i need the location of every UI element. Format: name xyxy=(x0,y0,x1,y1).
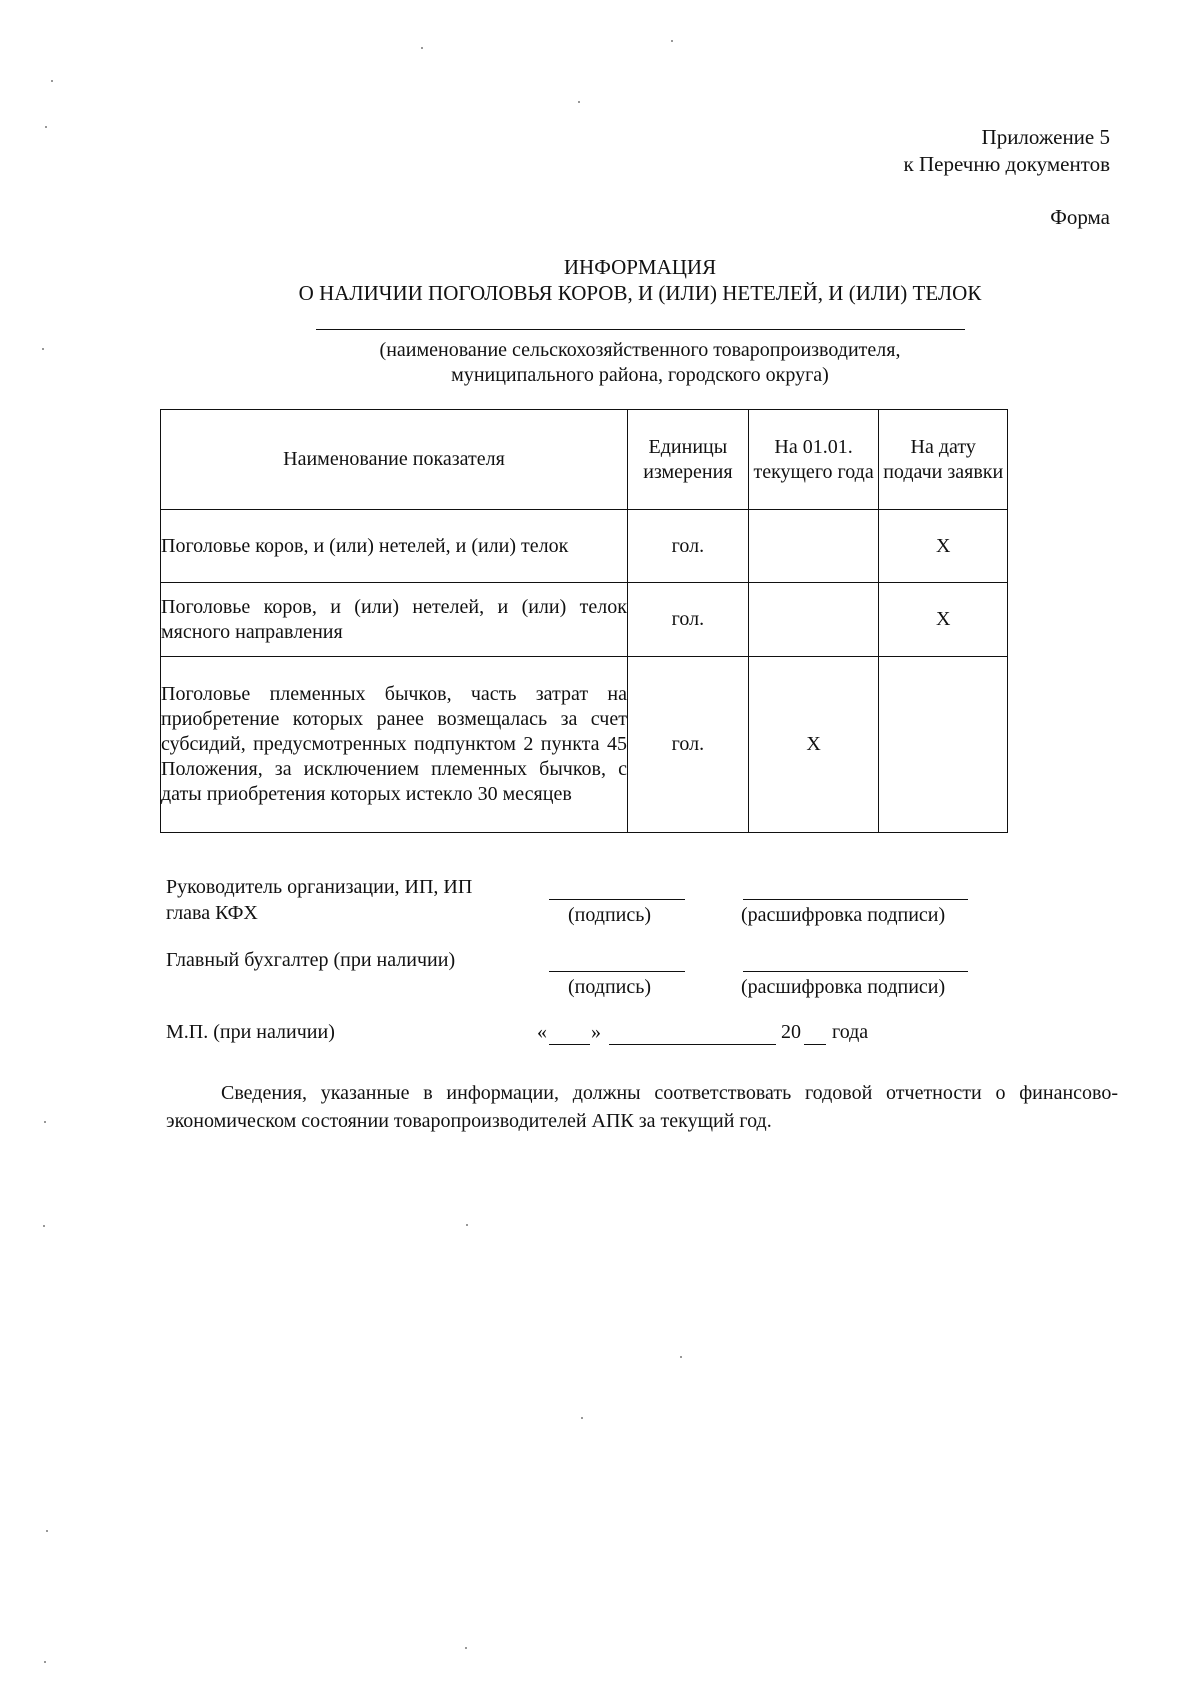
header-start-of-year: На 01.01. текущего года xyxy=(748,410,879,510)
header-application-date: На дату подачи заявки xyxy=(879,410,1008,510)
document-subtitle: О НАЛИЧИИ ПОГОЛОВЬЯ КОРОВ, И (ИЛИ) НЕТЕЛЕЙ, И (ИЛИ) ТЕЛОК xyxy=(298,281,982,305)
form-label: Форма xyxy=(1050,205,1110,229)
row-indicator-name: Поголовье коров, и (или) нетелей, и (или) телок xyxy=(161,510,628,583)
head-decoding-caption: (расшифровка подписи) xyxy=(741,904,946,926)
document-title: ИНФОРМАЦИЯ xyxy=(563,255,717,279)
date-quote-close: » xyxy=(591,1021,601,1043)
row-unit: гол. xyxy=(627,510,748,583)
row-date-value: X xyxy=(879,510,1008,583)
stamp-label: М.П. (при наличии) xyxy=(166,1021,335,1043)
producer-caption-line1: (наименование сельскохозяйственного товаропроизводителя, xyxy=(379,339,901,361)
compliance-note: Сведения, указанные в информации, должны соответствовать годовой отчетности о финансово-экономическом состоянии товаропроизводителей АПК за текущий год. xyxy=(166,1082,1118,1132)
table-header-row xyxy=(161,410,1008,510)
scan-speck xyxy=(42,348,44,350)
date-day-field[interactable] xyxy=(549,1044,590,1045)
head-signature-caption: (подпись) xyxy=(568,904,652,926)
header-indicator-name: Наименование показателя xyxy=(161,410,628,510)
row-date-value: X xyxy=(879,583,1008,657)
table-row xyxy=(161,510,1008,583)
scan-speck xyxy=(44,1661,46,1663)
date-quote-open: « xyxy=(537,1021,547,1043)
table-row xyxy=(161,657,1008,833)
scan-speck xyxy=(466,1224,468,1226)
scan-speck xyxy=(43,1225,45,1227)
row-indicator-name: Поголовье коров, и (или) нетелей, и (или) телок мясного направления xyxy=(161,583,628,657)
date-year-suffix: года xyxy=(832,1021,869,1043)
table-row xyxy=(161,583,1008,657)
scan-speck xyxy=(421,47,423,49)
appendix-label: Приложение 5 xyxy=(981,125,1110,149)
livestock-table xyxy=(160,409,1008,833)
head-signatory-label-line2: глава КФХ xyxy=(166,902,258,924)
head-decoding-field[interactable] xyxy=(743,899,968,900)
head-signatory-label-line1: Руководитель организации, ИП, ИП xyxy=(166,876,473,898)
scan-speck xyxy=(465,1647,467,1649)
accountant-signature-caption: (подпись) xyxy=(568,976,652,998)
row-indicator-name: Поголовье племенных бычков, часть затрат на приобретение которых ранее возмещалась за счет субсидий, предусмотренных подпунктом 2 пункта 45 Положения, за исключением племенных бычков, с даты приобретения которых истекло 30 месяцев xyxy=(161,657,628,833)
row-unit: гол. xyxy=(627,583,748,657)
scan-speck xyxy=(578,101,580,103)
row-start-value[interactable] xyxy=(748,510,879,583)
row-start-value[interactable] xyxy=(748,583,879,657)
producer-name-line xyxy=(316,329,965,330)
date-month-field[interactable] xyxy=(609,1044,776,1045)
accountant-label: Главный бухгалтер (при наличии) xyxy=(166,949,456,971)
date-year-field[interactable] xyxy=(804,1044,826,1045)
producer-caption-line2: муниципального района, городского округа) xyxy=(451,364,829,386)
scan-speck xyxy=(44,1121,46,1123)
row-date-value[interactable] xyxy=(879,657,1008,833)
accountant-decoding-caption: (расшифровка подписи) xyxy=(741,976,946,998)
scan-speck xyxy=(46,1530,48,1532)
scan-speck xyxy=(51,80,53,82)
scan-speck xyxy=(45,126,47,128)
accountant-decoding-field[interactable] xyxy=(743,971,968,972)
date-year-prefix: 20 xyxy=(781,1021,801,1043)
scan-speck xyxy=(680,1356,682,1358)
scan-speck xyxy=(581,1417,583,1419)
row-unit: гол. xyxy=(627,657,748,833)
scan-speck xyxy=(671,40,673,42)
appendix-reference: к Перечню документов xyxy=(903,152,1110,176)
head-signature-field[interactable] xyxy=(549,899,685,900)
header-unit: Единицы измерения xyxy=(627,410,748,510)
row-start-value: X xyxy=(748,657,879,833)
accountant-signature-field[interactable] xyxy=(549,971,685,972)
